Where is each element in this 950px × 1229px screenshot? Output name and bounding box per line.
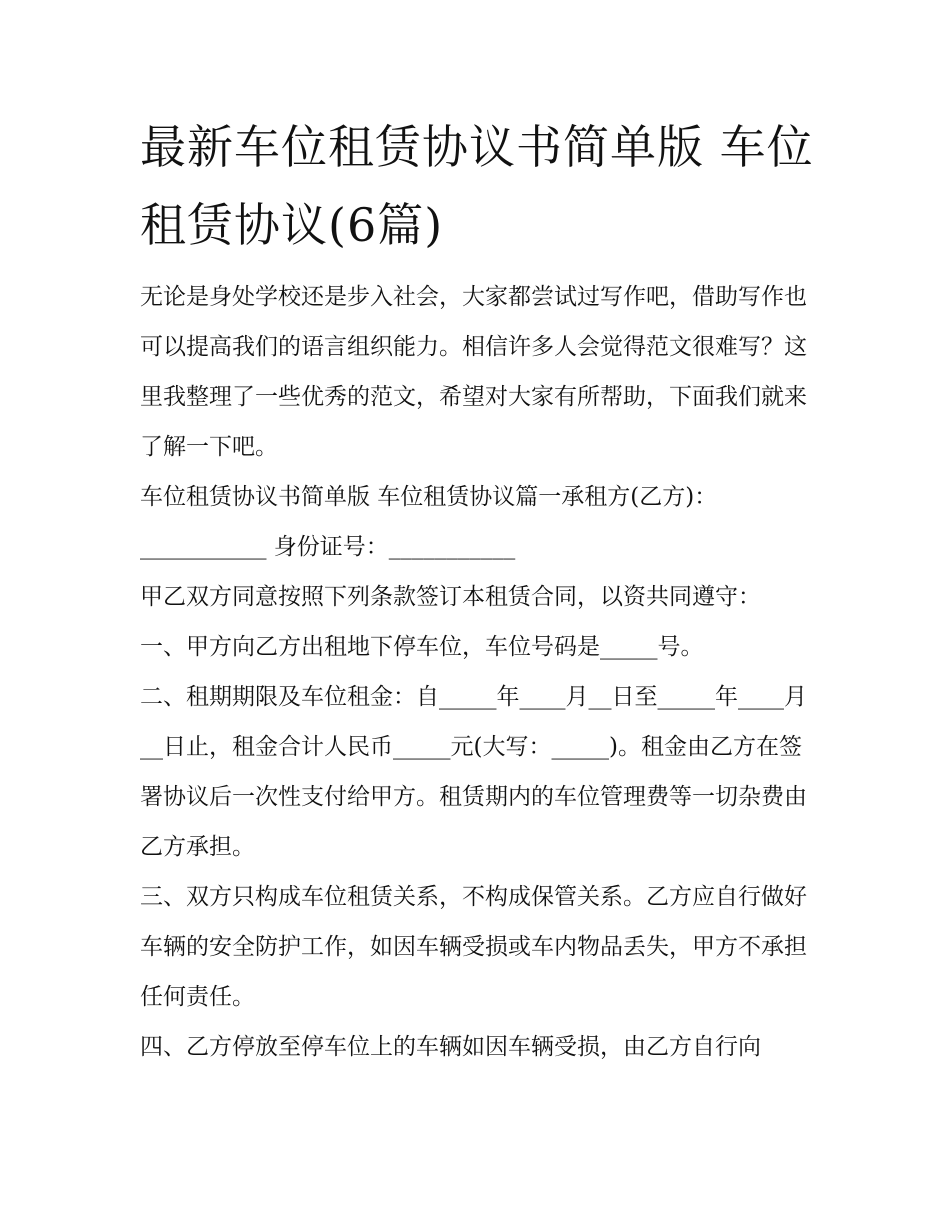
document-body <box>140 272 820 1072</box>
clause-2-paragraph: 二、租期期限及车位租金：自_____年____月__日至_____年____月__日止，租金合计人民币_____元(大写：_____)。租金由乙方在签署协议后一次性支付给甲方。租赁期内的车位管理费等一切杂费由乙方承担。 <box>140 684 807 860</box>
clause-1-paragraph: 一、甲方向乙方出租地下停车位，车位号码是_____号。 <box>140 634 704 660</box>
clause-4-paragraph: 四、乙方停放至停车位上的车辆如因车辆受损，由乙方自行向 <box>140 1034 761 1060</box>
agreement-intro-paragraph: 甲乙双方同意按照下列条款签订本租赁合同，以资共同遵守： <box>140 584 761 610</box>
document-title: 最新车位租赁协议书简单版 车位租赁协议(6篇) <box>140 120 814 252</box>
intro-paragraph: 无论是身处学校还是步入社会，大家都尝试过写作吧，借助写作也可以提高我们的语言组织能力。相信许多人会觉得范文很难写？这里我整理了一些优秀的范文，希望对大家有所帮助，下面我们就来了解一下吧。 <box>140 284 807 460</box>
clause-3-paragraph: 三、双方只构成车位租赁关系，不构成保管关系。乙方应自行做好车辆的安全防护工作，如因车辆受损或车内物品丢失，甲方不承担任何责任。 <box>140 884 807 1010</box>
id-number-line: ___________ 身份证号：___________ <box>140 534 516 560</box>
section-heading-paragraph: 车位租赁协议书简单版 车位租赁协议篇一承租方(乙方)： <box>140 484 718 510</box>
